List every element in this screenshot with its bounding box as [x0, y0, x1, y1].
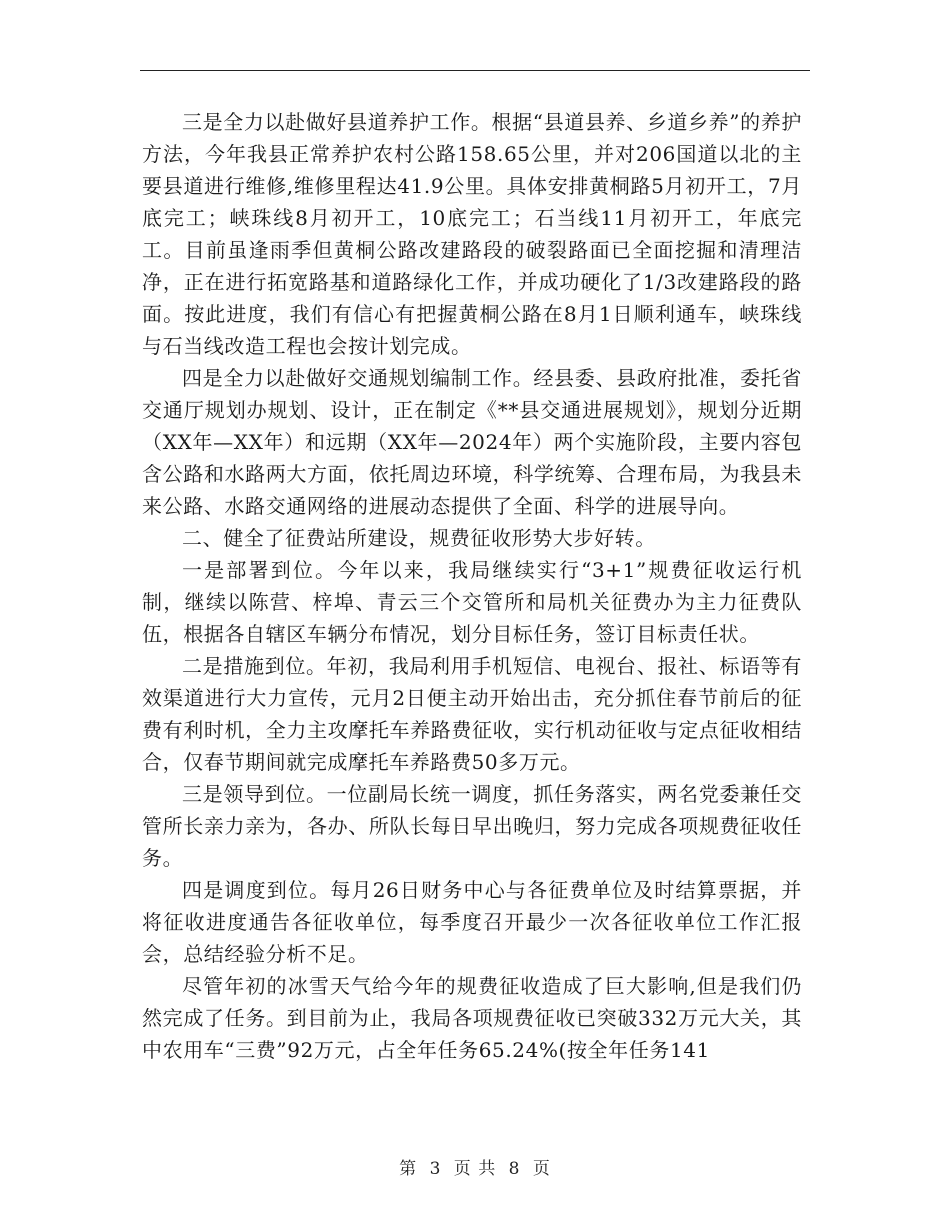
header-rule: [140, 70, 810, 71]
paragraph-county-road-maintenance: 三是全力以赴做好县道养护工作。根据“县道县养、乡道乡养”的养护方法，今年我县正常养护农村公路158.65公里，并对206国道以北的主要县道进行维修,维修里程达41.9公里。具体安排黄桐路5月初开工，7月底完工；峡珠线8月初开工，10底完工；石当线11月初开工，年底完工。目前虽逢雨季但黄桐公路改建路段的破裂路面已全面挖掘和清理洁净，正在进行拓宽路基和道路绿化工作，并成功硬化了1/3改建路段的路面。按此进度，我们有信心有把握黄桐公路在8月1日顺利通车，峡珠线与石当线改造工程也会按计划完成。: [142, 110, 802, 358]
paragraph-leadership: 三是领导到位。一位副局长统一调度，抓任务落实，两名党委兼任交管所长亲力亲为，各办、所队长每日早出晚归，努力完成各项规费征收任务。: [142, 782, 802, 870]
page-footer: [0, 1154, 950, 1179]
footer-page-number: 3: [429, 1159, 442, 1179]
paragraph-scheduling: 四是调度到位。每月26日财务中心与各征费单位及时结算票据，并将征收进度通告各征收单位，每季度召开最少一次各征收单位工作汇报会，总结经验分析不足。: [142, 878, 802, 966]
paragraph-results: 尽管年初的冰雪天气给今年的规费征收造成了巨大影响,但是我们仍然完成了任务。到目前为止，我局各项规费征收已突破332万元大关，其中农用车“三费”92万元，占全年任务65.24%(按全年任务141: [142, 974, 802, 1062]
section-heading-fee-collection: 二、健全了征费站所建设，规费征收形势大步好转。: [182, 526, 656, 550]
footer-prefix: 第: [399, 1159, 418, 1179]
paragraph-measures: 二是措施到位。年初，我局利用手机短信、电视台、报社、标语等有效渠道进行大力宣传，元月2日便主动开始出击，充分抓住春节前后的征费有利时机，全力主攻摩托车养路费征收，实行机动征收与定点征收相结合，仅春节期间就完成摩托车养路费50多万元。: [142, 654, 802, 774]
paragraph-transport-planning: 四是全力以赴做好交通规划编制工作。经县委、县政府批准，委托省交通厅规划办规划、设计，正在制定《**县交通进展规划》，规划分近期（XX年—XX年）和远期（XX年—2024年）两个实施阶段，主要内容包含公路和水路两大方面，依托周边环境，科学统筹、合理布局，为我县未来公路、水路交通网络的进展动态提供了全面、科学的进展导向。: [142, 366, 802, 518]
document-body: [142, 106, 802, 1066]
footer-suffix: 页: [532, 1159, 551, 1179]
paragraph-deployment: 一是部署到位。今年以来，我局继续实行“3+1”规费征收运行机制，继续以陈营、梓埠、青云三个交管所和局机关征费办为主力征费队伍，根据各自辖区车辆分布情况，划分目标任务，签订目标责任状。: [142, 558, 802, 646]
footer-total-pages: 8: [508, 1159, 521, 1179]
footer-middle: 页 共: [453, 1159, 497, 1179]
